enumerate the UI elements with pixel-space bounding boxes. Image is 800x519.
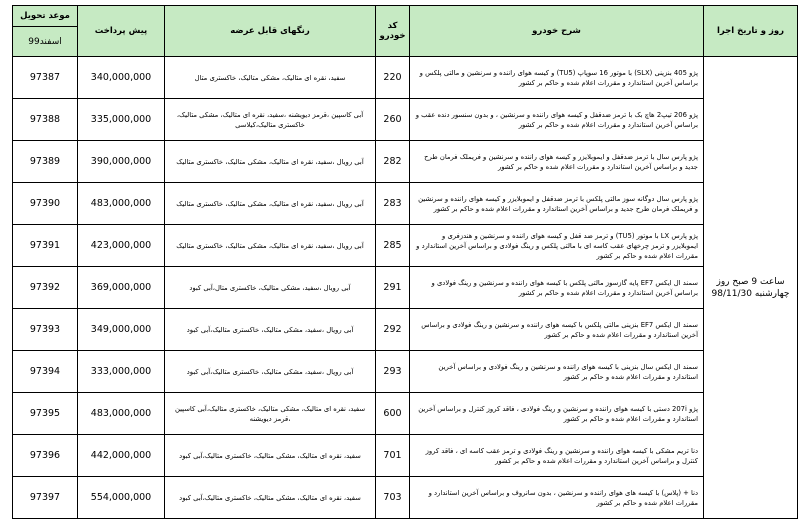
- description-cell: سمند ال ایکس EF7 پایه گازسوز مالتی پلکس با کیسه هوای راننده و سرنشین و رینگ فولادی و براساس آخرین استاندارد و مقررات اعلام شده و حاکم بر کشور: [410, 267, 704, 309]
- header-code: کد خودرو: [376, 6, 410, 57]
- description-cell: پژو پارس سال با ترمز ضدقفل و ایموبلایزر و کیسه هوای راننده و سرنشین و فریملک فرمان طرح جدید و براساس آخرین استاندارد و مقررات اعلام شده و حاکم بر کشور: [410, 141, 704, 183]
- table-row: [13, 435, 798, 477]
- prepayment-cell: 442,000,000: [78, 435, 165, 477]
- table-row: [13, 225, 798, 267]
- code-cell: 703: [376, 477, 410, 519]
- colors-cell: سفید، نقره ای متالیک، مشکی متالیک، خاکستری متالیک،آبی کبود: [165, 435, 376, 477]
- code-cell: 701: [376, 435, 410, 477]
- code-cell: 220: [376, 57, 410, 99]
- description-cell: دنا تریم مشکی با کیسه هوای راننده و سرنشین و رینگ فولادی و ترمز عقب کاسه ای ، فاقد کروز کنترل و براساس آخرین استاندارد و مقررات اعلام شده و حاکم بر کشور: [410, 435, 704, 477]
- delivery-cell: 97389: [13, 141, 78, 183]
- colors-cell: آبی رویال ،سفید، نقره ای متالیک، مشکی متالیک، خاکستری متالیک: [165, 141, 376, 183]
- colors-cell: آبی رویال ،سفید، مشکی متالیک، خاکستری متال،آبی کبود: [165, 267, 376, 309]
- colors-cell: آبی کاسپین ،قرمز دیویشنه ،سفید، نقره ای متالیک، مشکی متالیک، خاکستری متالیک،کیلاسی: [165, 99, 376, 141]
- prepayment-cell: 335,000,000: [78, 99, 165, 141]
- header-description: شرح خودرو: [410, 6, 704, 57]
- description-cell: پژو پارس سال دوگانه سوز مالتی پلکس با ترمز ضدقفل و ایموبلایزر و کیسه هوای راننده و سرنشین و فریملک فرمان طرح جدید و براساس آخرین استاندارد و مقررات اعلام شده و حاکم بر کشور: [410, 183, 704, 225]
- prepayment-cell: 483,000,000: [78, 393, 165, 435]
- table-row: [13, 141, 798, 183]
- table-row: [13, 351, 798, 393]
- colors-cell: آبی رویال ،سفید، مشکی متالیک، خاکستری متالیک،آبی کبود: [165, 351, 376, 393]
- header-prepayment: پیش پرداخت: [78, 6, 165, 57]
- colors-cell: آبی رویال ،سفید، مشکی متالیک، خاکستری متالیک،آبی کبود: [165, 309, 376, 351]
- delivery-cell: 97393: [13, 309, 78, 351]
- prepayment-cell: 333,000,000: [78, 351, 165, 393]
- code-cell: 293: [376, 351, 410, 393]
- table-row: [13, 393, 798, 435]
- description-cell: پژو 207i دستی با کیسه هوای راننده و سرنشین و رینگ فولادی ، فاقد کروز کنترل و براساس آخرین استاندارد و مقررات اعلام شده و حاکم بر کشور: [410, 393, 704, 435]
- code-cell: 600: [376, 393, 410, 435]
- code-cell: 282: [376, 141, 410, 183]
- table-body: [13, 57, 798, 519]
- code-cell: 291: [376, 267, 410, 309]
- code-cell: 292: [376, 309, 410, 351]
- table-row: [13, 183, 798, 225]
- colors-cell: آبی رویال ،سفید، نقره ای متالیک، مشکی متالیک، خاکستری متالیک: [165, 183, 376, 225]
- header-colors: رنگهای قابل عرضه: [165, 6, 376, 57]
- header-delivery-value: اسفند99: [13, 27, 78, 57]
- prepayment-cell: 390,000,000: [78, 141, 165, 183]
- prepayment-cell: 554,000,000: [78, 477, 165, 519]
- prepayment-cell: 340,000,000: [78, 57, 165, 99]
- exec-date-cell: ساعت 9 صبح روز چهارشنبه 98/11/30: [704, 57, 798, 519]
- colors-cell: سفید، نقره ای متالیک، مشکی متالیک، خاکستری متالیک،آبی کاسپین ،قرمز دیویشنه: [165, 393, 376, 435]
- prepayment-cell: 483,000,000: [78, 183, 165, 225]
- colors-cell: سفید، نقره ای متالیک، مشکی متالیک، خاکستری متال: [165, 57, 376, 99]
- description-cell: سمند ال ایکس سال بنزینی با کیسه هوای راننده و سرنشین و رینگ فولادی و براساس آخرین استاندارد و مقررات اعلام شده و حاکم بر کشور: [410, 351, 704, 393]
- header-exec-date: روز و تاریخ اجرا: [704, 6, 798, 57]
- delivery-cell: 97396: [13, 435, 78, 477]
- prepayment-cell: 349,000,000: [78, 309, 165, 351]
- code-cell: 285: [376, 225, 410, 267]
- prepayment-cell: 369,000,000: [78, 267, 165, 309]
- delivery-cell: 97395: [13, 393, 78, 435]
- delivery-cell: 97390: [13, 183, 78, 225]
- description-cell: پژو 206 تیپ2 هاچ بک با ترمز ضدقفل و کیسه هوای راننده و سرنشین ، و بدون سنسور دنده عقب و براساس آخرین استاندارد و مقررات اعلام شده و حاکم بر کشور: [410, 99, 704, 141]
- sales-table: [12, 5, 798, 519]
- table-row: [13, 309, 798, 351]
- delivery-cell: 97391: [13, 225, 78, 267]
- description-cell: پژو 405 بنزینی (SLX) با موتور 16 سوپاپ (TU5) و کیسه هوای راننده و سرنشین و مالتی پلکس و براساس آخرین استاندارد و مقررات اعلام شده و حاکم بر کشور: [410, 57, 704, 99]
- table-row: [13, 477, 798, 519]
- sales-table-sheet: [12, 5, 797, 507]
- delivery-cell: 97387: [13, 57, 78, 99]
- colors-cell: آبی رویال ،سفید، نقره ای متالیک، مشکی متالیک، خاکستری متالیک: [165, 225, 376, 267]
- colors-cell: سفید، نقره ای متالیک، مشکی متالیک، خاکستری متالیک،آبی کبود: [165, 477, 376, 519]
- code-cell: 283: [376, 183, 410, 225]
- description-cell: پژو پارس LX با موتور (TU5) و ترمز ضد قفل و کیسه هوای راننده و سرنشین و هندزفری و ایموبلایزر و ترمز چرخهای عقب کاسه ای با مالتی پلکس و رینگ فولادی و براساس آخرین استاندارد و مقررات اعلام شده و حاکم بر کشور: [410, 225, 704, 267]
- table-row: [13, 99, 798, 141]
- delivery-cell: 97394: [13, 351, 78, 393]
- table-row: [13, 267, 798, 309]
- delivery-cell: 97388: [13, 99, 78, 141]
- header-delivery: موعد تحویل: [13, 6, 78, 27]
- delivery-cell: 97392: [13, 267, 78, 309]
- code-cell: 260: [376, 99, 410, 141]
- description-cell: سمند ال ایکس EF7 بنزینی مالتی پلکس با کیسه هوای راننده و سرنشین و رینگ فولادی و براساس آخرین استاندارد و مقررات اعلام شده و حاکم بر کشور: [410, 309, 704, 351]
- delivery-cell: 97397: [13, 477, 78, 519]
- description-cell: دنا + (پلاس) با کیسه های هوای راننده و سرنشین ، بدون سانروف و براساس آخرین استاندارد و مقررات اعلام شده و حاکم بر کشور: [410, 477, 704, 519]
- prepayment-cell: 423,000,000: [78, 225, 165, 267]
- table-row: [13, 57, 798, 99]
